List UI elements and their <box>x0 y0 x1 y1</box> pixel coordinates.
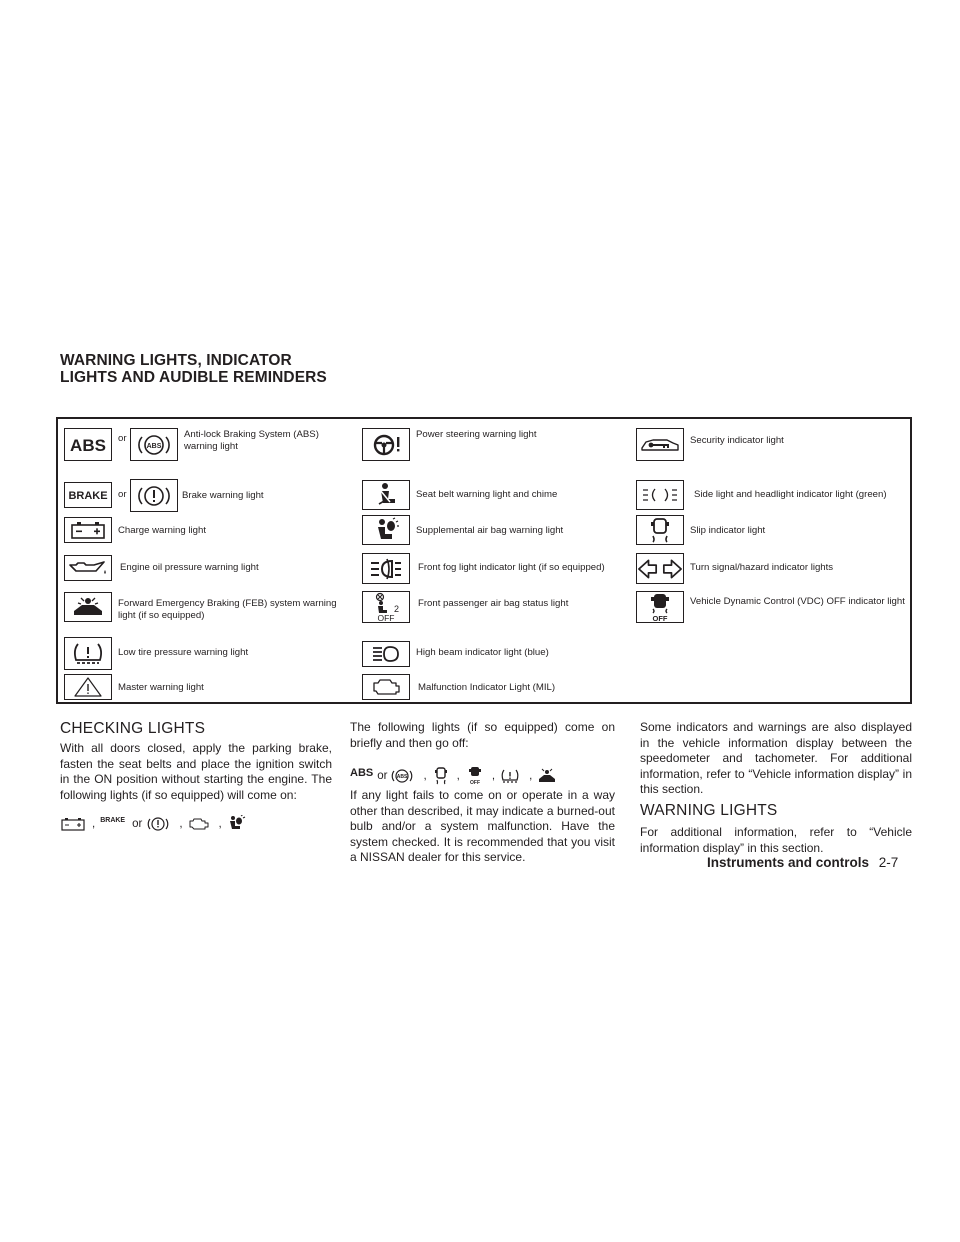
security-car-icon <box>636 428 684 461</box>
section-title-line-1: WARNING LIGHTS, INDICATOR <box>60 352 292 369</box>
side-light-label: Side light and headlight indicator light (green) <box>694 489 887 500</box>
security-label: Security indicator light <box>690 435 784 446</box>
vdc-off-icon <box>466 766 484 786</box>
inline-icons-row-1 <box>60 815 246 833</box>
page-footer <box>707 855 898 870</box>
airbag-off-text: OFF <box>377 613 395 622</box>
mil-label-cell <box>418 682 638 694</box>
tire-pressure-icon <box>499 767 521 785</box>
comma: , <box>529 770 533 782</box>
abs-label-cell <box>184 429 344 453</box>
comma: , <box>92 818 96 830</box>
footer-page: 2-7 <box>878 855 899 870</box>
tire-pressure-icon <box>64 637 112 670</box>
charge-label-cell <box>118 525 338 537</box>
tire-label-cell <box>118 647 338 659</box>
abs-text-icon: ABS <box>350 767 374 779</box>
abs-label: Anti-lock Braking System (ABS) warning light <box>184 429 319 452</box>
warning-para: For additional information, refer to “Vehicle information display” in this section. <box>640 825 912 855</box>
abs-circle-icon <box>389 767 415 785</box>
master-label-cell <box>118 682 338 694</box>
checking-lights-heading: CHECKING LIGHTS <box>60 720 206 737</box>
vdc-label: Vehicle Dynamic Control (VDC) OFF indicator light <box>690 596 905 607</box>
comma: , <box>491 770 496 782</box>
or-text: or <box>118 433 127 444</box>
feb-icon <box>536 768 558 784</box>
footer-chapter: Instruments and controls <box>707 855 870 870</box>
checking-para-2: The following lights (if so equipped) come on briefly and then go off: <box>350 720 615 750</box>
fog-label-cell <box>418 562 648 574</box>
vdc-label-cell <box>690 596 910 608</box>
engine-icon <box>362 674 410 700</box>
warning-lights-heading: WARNING LIGHTS <box>640 802 778 819</box>
oil-can-icon <box>64 555 112 581</box>
inline-icons-row-2 <box>350 766 558 786</box>
master-warning-icon <box>64 674 112 700</box>
brake-label-cell <box>182 490 342 502</box>
vdc-off-text: OFF <box>652 614 668 622</box>
checking-para-3: If any light fails to come on or operate in a way other than described, it may indicate a burned-out bulb and/or a system malfunction. Have the system checked. It is recommended that you visit a NISSAN dealer for this service. <box>350 788 615 864</box>
feb-label-cell <box>118 598 350 622</box>
brake-text-icon <box>64 482 112 508</box>
comma: , <box>423 770 427 782</box>
or-text: or <box>118 489 127 500</box>
brake-label: Brake warning light <box>182 490 264 501</box>
seat-belt-icon <box>362 480 410 510</box>
comma: , <box>179 818 183 830</box>
svg-text:ABS: ABS <box>397 774 408 780</box>
svg-text:2: 2 <box>394 604 400 614</box>
svg-text:ABS: ABS <box>70 435 106 455</box>
checking-para-1: With all doors closed, apply the parking brake, fasten the seat belts and place the ignition switch in the ON position without starting the engine. The following lights (if so equipped) will come on: <box>60 741 332 802</box>
slip-label: Slip indicator light <box>690 525 766 536</box>
slip-icon <box>433 767 449 785</box>
steering-wheel-icon <box>362 428 410 461</box>
fog-light-icon <box>362 553 410 584</box>
high-beam-label-cell <box>416 647 636 659</box>
vdc-off-inline-text: OFF <box>469 780 480 786</box>
seatbelt-label: Seat belt warning light and chime <box>416 489 558 500</box>
passenger-airbag-off-icon <box>362 591 410 623</box>
turn-signal-label-cell <box>690 562 910 574</box>
fog-label: Front fog light indicator light (if so equipped) <box>418 562 605 573</box>
steering-label-cell <box>416 429 636 441</box>
section-title <box>60 352 327 386</box>
side-light-icon <box>636 480 684 510</box>
turn-signal-icon <box>636 553 684 584</box>
svg-text:BRAKE: BRAKE <box>68 490 108 502</box>
airbag-label-cell <box>416 525 636 537</box>
battery-icon <box>60 817 86 831</box>
turn-signal-label: Turn signal/hazard indicator lights <box>690 562 834 573</box>
or-text: or <box>377 770 388 782</box>
slip-label-cell <box>690 525 910 537</box>
brake-text-icon: BRAKE <box>100 816 126 824</box>
vdc-off-icon <box>636 591 684 623</box>
air-bag-icon <box>226 815 246 833</box>
brake-circle-icon <box>145 815 171 833</box>
or-text: or <box>132 818 143 830</box>
slip-icon <box>636 515 684 545</box>
oil-label-cell <box>120 562 340 574</box>
warning-lights-table <box>56 417 912 704</box>
master-label: Master warning light <box>118 682 204 693</box>
passenger-airbag-label-cell <box>418 598 638 610</box>
brake-circle-icon <box>130 479 178 512</box>
abs-circle-icon <box>130 428 178 461</box>
airbag-label: Supplemental air bag warning light <box>416 525 564 536</box>
comma: , <box>456 770 460 782</box>
engine-icon <box>187 816 211 832</box>
security-label-cell <box>690 435 900 447</box>
passenger-airbag-label: Front passenger air bag status light <box>418 598 569 609</box>
checking-para-4: Some indicators and warnings are also displayed in the vehicle information display between the speedometer and tachometer. For additional information, refer to “Vehicle information display” in this section. <box>640 720 912 796</box>
section-title-line-2: LIGHTS AND AUDIBLE REMINDERS <box>60 369 327 386</box>
air-bag-icon <box>362 515 410 545</box>
steering-label: Power steering warning light <box>416 429 537 440</box>
battery-icon <box>64 517 112 543</box>
mil-label: Malfunction Indicator Light (MIL) <box>418 682 556 693</box>
high-beam-icon <box>362 641 410 667</box>
seatbelt-label-cell <box>416 489 636 501</box>
high-beam-label: High beam indicator light (blue) <box>416 647 549 658</box>
feb-icon <box>64 592 112 622</box>
side-light-label-cell <box>694 489 914 501</box>
svg-text:ABS: ABS <box>146 442 162 450</box>
charge-label: Charge warning light <box>118 525 206 536</box>
comma: , <box>218 818 222 830</box>
abs-text-icon <box>64 428 112 461</box>
feb-label: Forward Emergency Braking (FEB) system warning light (if so equipped) <box>118 598 337 621</box>
tire-label: Low tire pressure warning light <box>118 647 249 658</box>
oil-label: Engine oil pressure warning light <box>120 562 259 573</box>
